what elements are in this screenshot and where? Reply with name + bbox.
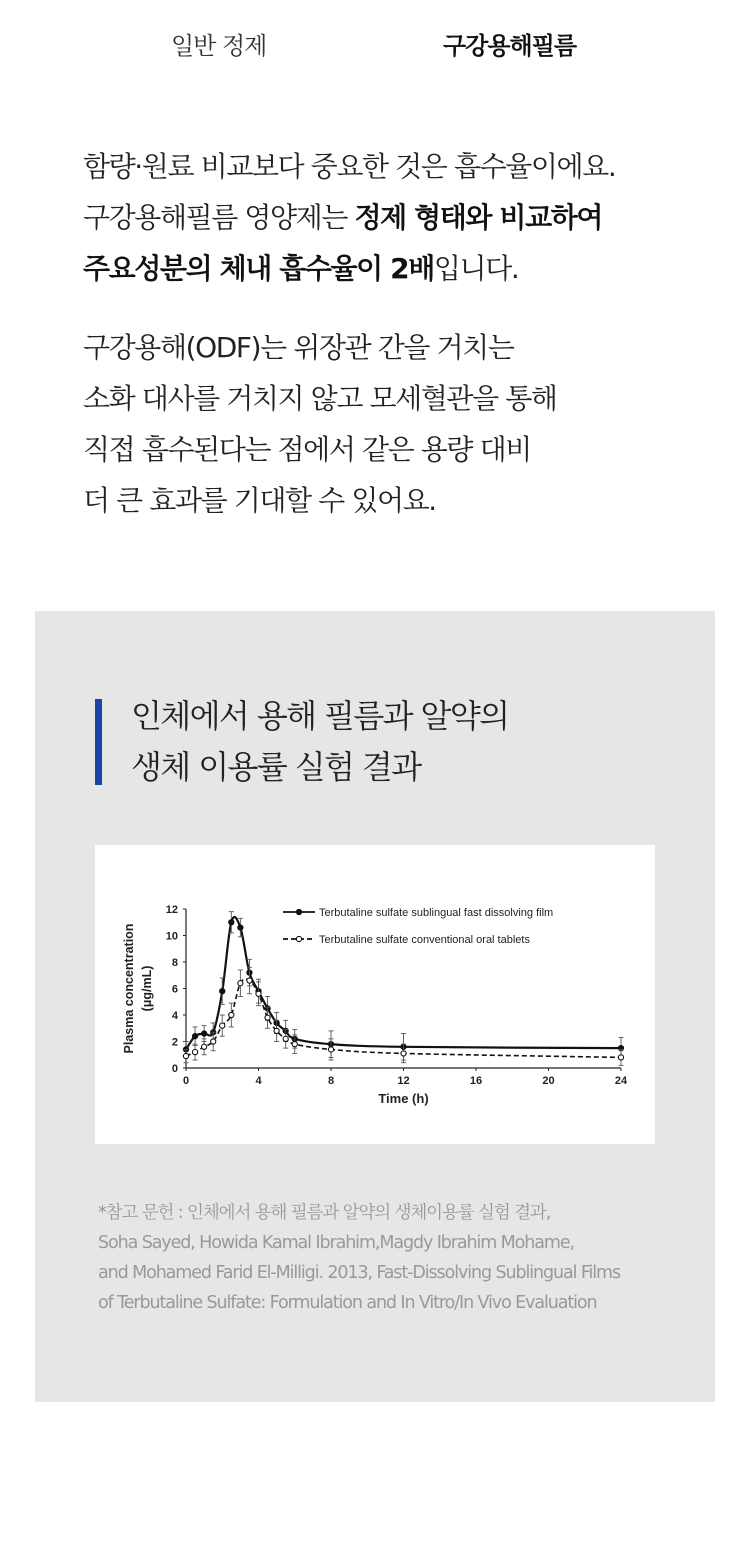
data-point [292,1042,297,1047]
data-point [247,978,252,983]
x-tick-label: 8 [327,1075,335,1087]
tab-regular-tablet[interactable]: 일반 정제 [171,32,267,60]
reference-note [98,1198,620,1318]
data-point [220,989,225,994]
y-tick-label: 12 [165,904,178,916]
x-tick-label: 20 [542,1075,555,1087]
data-point [202,1044,207,1049]
tab-oral-dissolving-film[interactable]: 구강용해필름 [443,32,577,60]
title-accent-bar [95,699,102,785]
product-type-tabs [0,20,750,64]
data-point [202,1031,207,1036]
reference-line-1: *참고 문헌 : 인체에서 용해 필름과 알약의 생체이용률 실험 결과, [98,1203,551,1223]
intro-line-3-plain: 입니다. [433,252,519,285]
x-axis-label: Time (h) [378,1091,429,1106]
y-tick-label: 0 [171,1063,178,1075]
series-2 [183,967,623,1065]
data-point [256,991,261,996]
description-paragraph [83,322,557,526]
legend-label: Terbutaline sulfate conventional oral tablets [319,934,530,946]
data-point [274,1028,279,1033]
x-tick-label: 16 [469,1075,483,1087]
data-point [328,1047,333,1052]
data-point [211,1039,216,1044]
y-tick-label: 10 [165,930,178,943]
intro-line-2-plain: 구강용해필름 영양제는 [83,201,355,234]
bioavailability-panel [35,611,715,1402]
x-tick-label: 0 [182,1075,190,1087]
data-point [238,925,243,930]
chart-card [95,845,655,1144]
plasma-concentration-chart [95,845,655,1144]
description-line-2: 소화 대사를 거치지 않고 모세혈관을 통해 [83,382,557,415]
x-tick-label: 4 [255,1075,262,1087]
data-point [618,1055,623,1060]
legend-label: Terbutaline sulfate sublingual fast dissolving film [319,907,554,919]
data-point [192,1034,197,1039]
data-point [183,1053,188,1058]
data-point [283,1036,288,1041]
data-point [401,1051,406,1056]
reference-line-4: of Terbutaline Sulfate: Formulation and In Vitro/In Vivo Evaluation [98,1293,597,1313]
data-point [265,1015,270,1020]
description-line-1: 구강용해(ODF)는 위장관 간을 거치는 [83,331,514,364]
data-point [192,1050,197,1055]
y-tick-label: 4 [171,1010,178,1022]
description-line-4: 더 큰 효과를 기대할 수 있어요. [83,484,436,517]
legend-swatch-marker [296,909,301,914]
data-point [238,981,243,986]
description-line-3: 직접 흡수된다는 점에서 같은 용량 대비 [83,433,531,466]
intro-line-3-bold: 주요성분의 체내 흡수율이 2배 [83,252,434,285]
intro-line-2-bold: 정제 형태와 비교하여 [354,201,603,234]
data-point [229,1012,234,1017]
reference-line-3: and Mohamed Farid El-Milligi. 2013, Fast-Dissolving Sublingual Films [98,1263,620,1283]
chart-legend [283,907,553,946]
legend-swatch-marker [296,936,301,941]
panel-title-line-1: 인체에서 용해 필름과 알약의 [131,697,509,735]
panel-title-line-2: 생체 이용률 실험 결과 [131,748,421,786]
panel-title [131,691,508,793]
data-point [229,920,234,925]
y-tick-label: 8 [171,957,178,969]
data-point [220,1023,225,1028]
y-tick-label: 2 [171,1036,178,1049]
y-axis-label-line-2: (μg/mL) [140,965,154,1012]
x-tick-label: 12 [397,1075,410,1087]
reference-line-2: Soha Sayed, Howida Kamal Ibrahim,Magdy Ibrahim Mohame, [98,1233,574,1253]
y-tick-label: 6 [171,983,178,996]
x-tick-label: 24 [614,1075,628,1087]
intro-paragraph [83,141,615,294]
intro-line-1: 함량·원료 비교보다 중요한 것은 흡수율이에요. [83,150,616,183]
y-axis-label-line-1: Plasma concentration [122,923,136,1054]
